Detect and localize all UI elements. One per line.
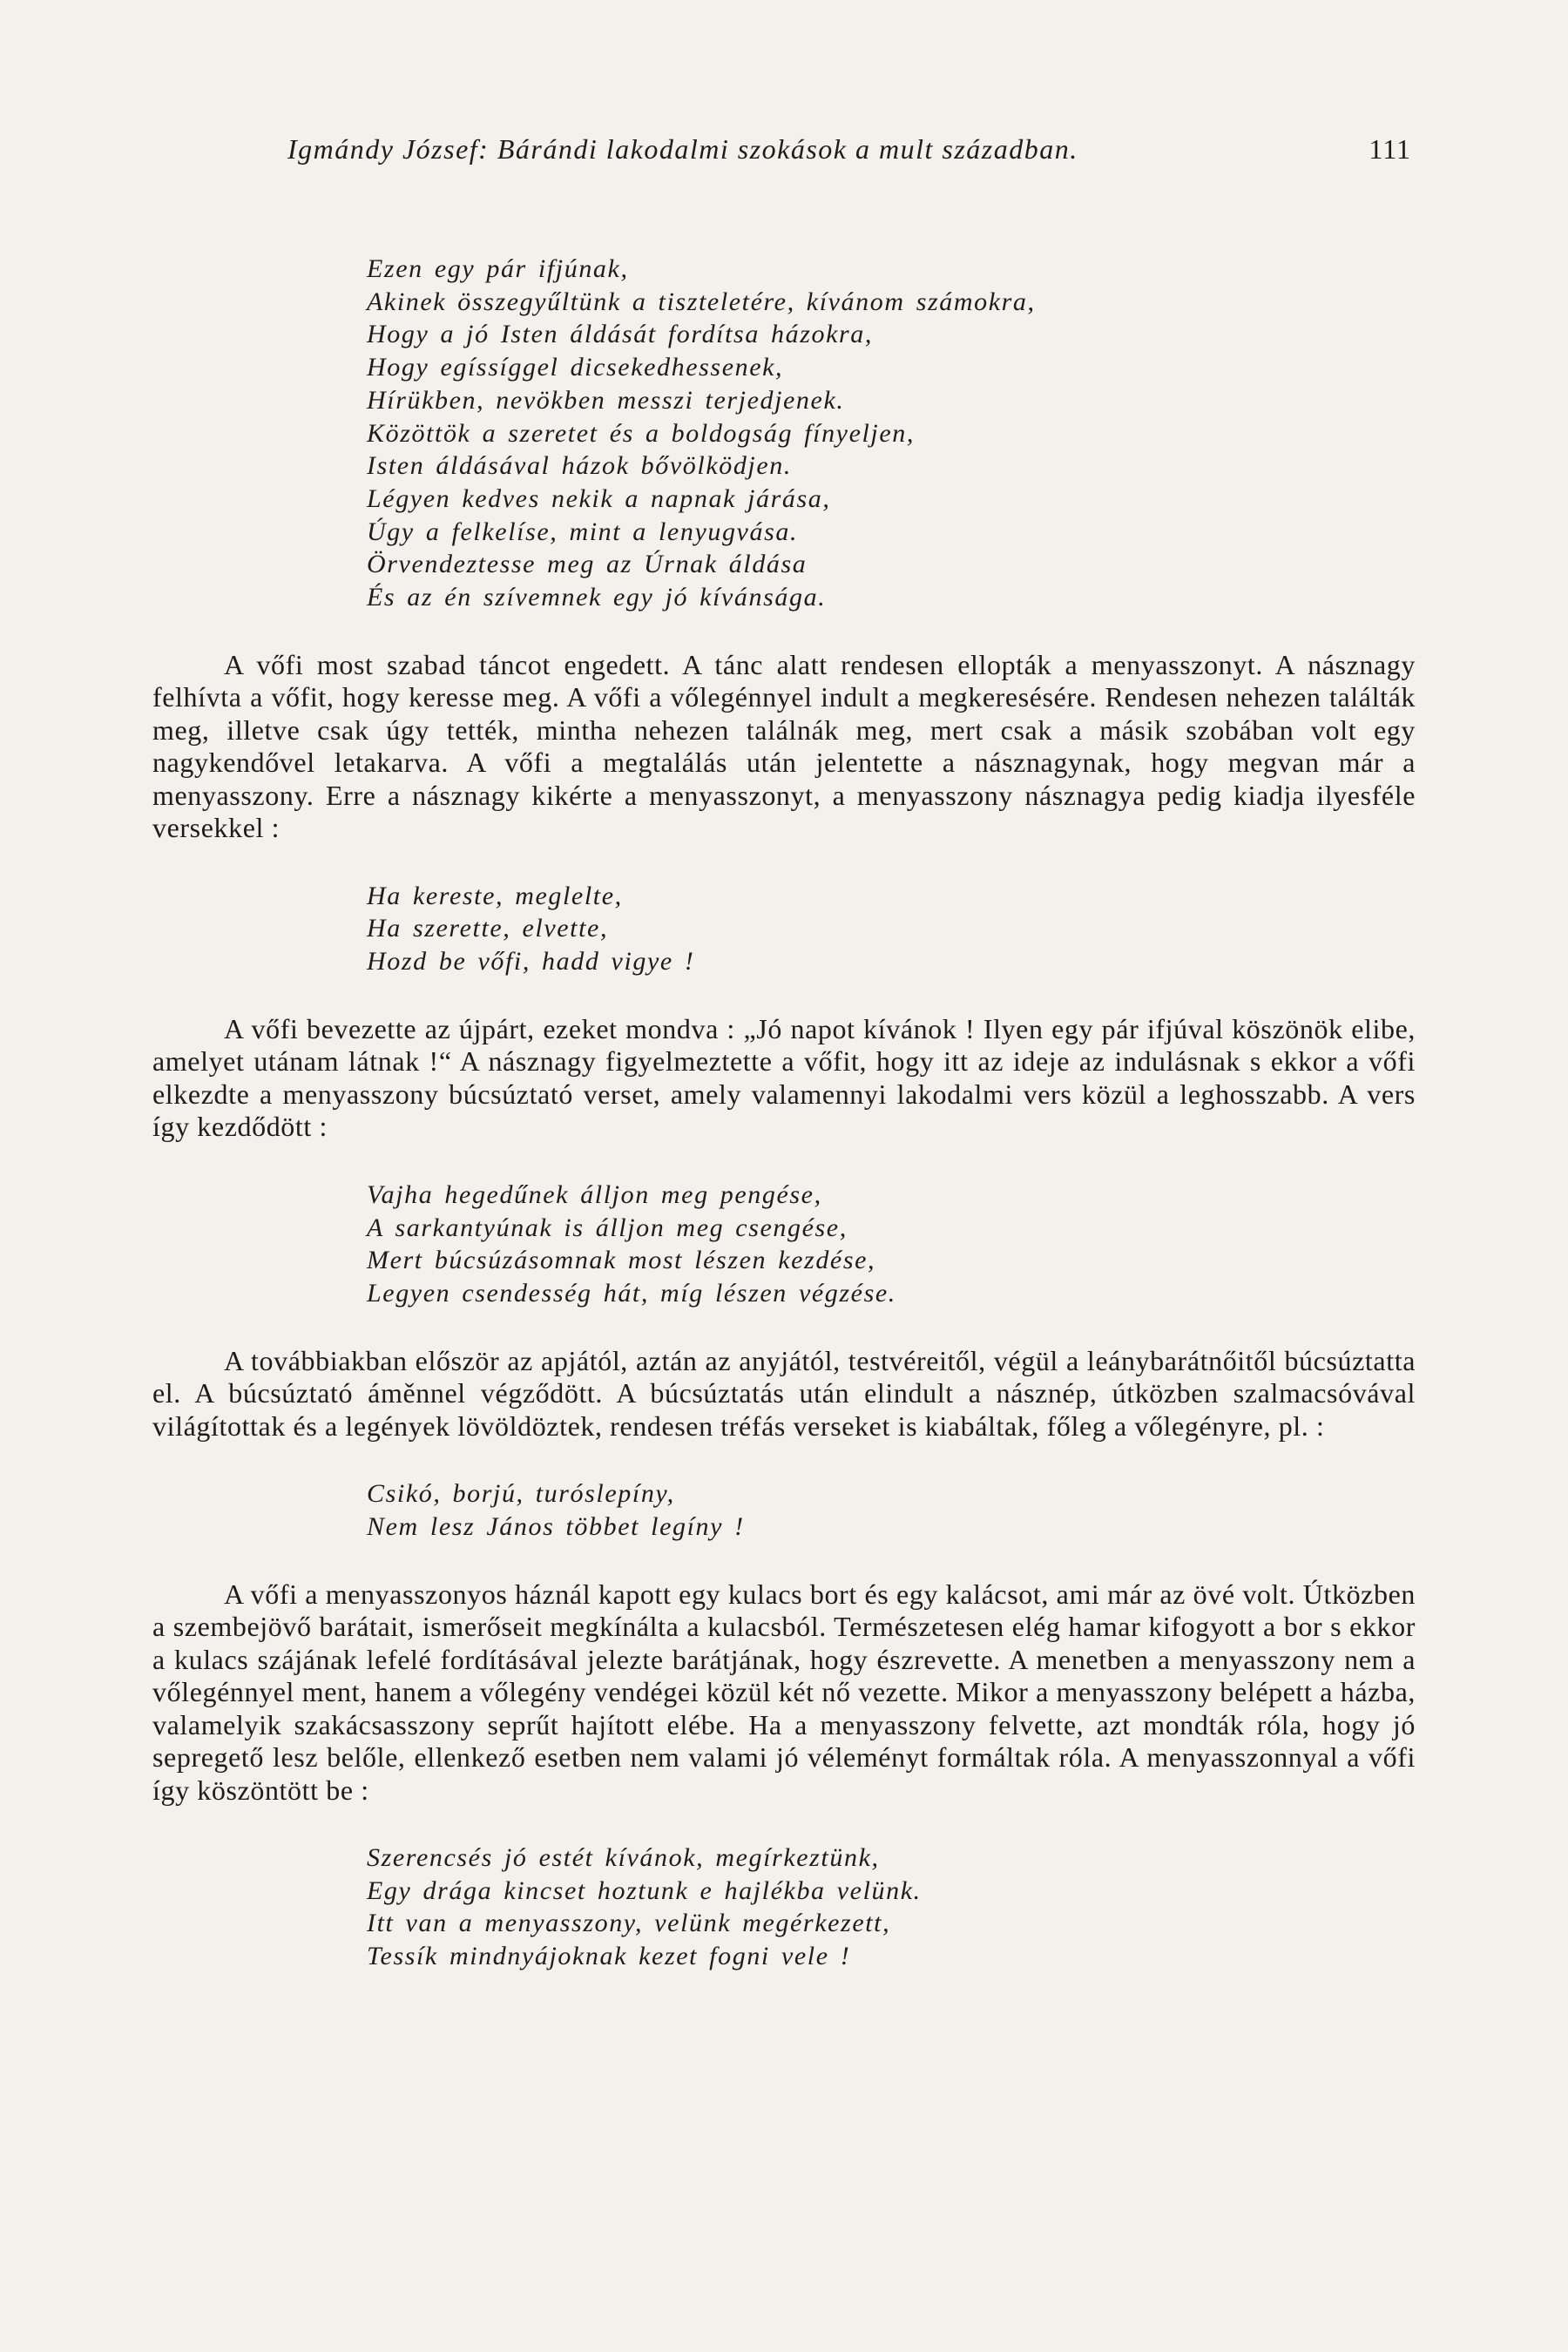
verse-line: Egy drága kincset hoztunk e hajlékba velünk.	[367, 1876, 922, 1905]
paragraph-3: A továbbiakban először az apjától, aztán az anyjától, testvéreitől, végül a leánybarátnőitől búcsúztatta el. A búcsúztató áměnnel végződött. A búcsúztatás után elindult a násznép, útközben szalmacsóvával világítottak és a legények lövöldöztek, rendesen tréfás verseket is kiabáltak, főleg a vőlegényre, pl. :	[152, 1344, 1416, 1442]
verse-line: Hozd be vőfi, hadd vigye !	[367, 947, 695, 977]
verse-line: Vajha hegedűnek álljon meg pengése,	[367, 1179, 822, 1209]
verse-stanza-2	[152, 880, 1416, 978]
verse-line: Isten áldásával házok bővölködjen.	[367, 451, 792, 481]
verse-line: Tessík mindnyájoknak kezet fogni vele !	[367, 1942, 851, 1971]
verse-line: Nem lesz János többet legíny !	[367, 1511, 745, 1541]
verse-line: Hírükben, nevökben messzi terjedjenek.	[367, 385, 845, 415]
running-title: Igmándy József: Bárándi lakodalmi szokások a mult században.	[287, 133, 1078, 165]
verse-line: Közöttök a szeretet és a boldogság fínyeljen,	[367, 418, 915, 448]
verse-line: Itt van a menyasszony, velünk megérkezett,	[367, 1909, 891, 1938]
verse-line: Csikó, borjú, turóslepíny,	[367, 1479, 675, 1509]
page-number: 111	[1369, 133, 1411, 165]
verse-line: A sarkantyúnak is álljon meg csengése,	[367, 1213, 848, 1242]
verse-line: Hogy a jó Isten áldását fordítsa házokra,	[367, 320, 873, 349]
body-text	[152, 253, 1416, 1973]
verse-stanza-1	[152, 253, 1416, 614]
verse-line: Ha szerette, elvette,	[367, 914, 609, 943]
verse-stanza-5	[152, 1842, 1416, 1973]
verse-line: Legyen csendesség hát, míg lészen végzése.	[367, 1278, 896, 1308]
verse-line: Ha kereste, meglelte,	[367, 881, 623, 910]
paragraph-4: A vőfi a menyasszonyos háznál kapott egy kulacs bort és egy kalácsot, ami már az övé volt. Útközben a szembejövő barátait, ismerőseit megkínálta a kulacsból. Természetesen elég hamar kifogyott a bor s ekkor a kulacs szájának lefelé fordításával jelezte barátjának, hogy észrevette. A menetben a menyasszony nem a vőlegénnyel ment, hanem a vőlegény vendégei közül két nő vezette. Mikor a menyasszony belépett a házba, valamelyik szakácsasszony seprűt hajított elébe. Ha a menyasszony felvette, azt mondták róla, hogy jó sepregető lesz belőle, ellenkező esetben nem valami jó véleményt formáltak róla. A menyasszonnyal a vőfi így köszöntött be :	[152, 1578, 1416, 1806]
running-head	[287, 133, 1411, 168]
verse-line: Ezen egy pár ifjúnak,	[367, 254, 629, 283]
verse-line: Akinek összegyűltünk a tiszteletére, kívánom számokra,	[367, 287, 1036, 316]
verse-stanza-3	[152, 1179, 1416, 1310]
verse-line: Örvendeztesse meg az Úrnak áldása	[367, 550, 808, 579]
verse-line: Légyen kedves nekik a napnak járása,	[367, 483, 831, 513]
verse-line: Hogy egíssíggel dicsekedhessenek,	[367, 353, 784, 382]
verse-stanza-4	[152, 1477, 1416, 1543]
verse-line: És az én szívemnek egy jó kívánsága.	[367, 583, 827, 612]
paragraph-2: A vőfi bevezette az újpárt, ezeket mondva : „Jó napot kívánok ! Ilyen egy pár ifjúval köszönök elibe, amelyet utánam látnak !“ A násznagy figyelmeztette a vőfit, hogy itt az ideje az indulásnak s ekkor a vőfi elkezdte a menyasszony búcsúztató verset, amely valamennyi lakodalmi vers közül a leghosszabb. A vers így kezdődött :	[152, 1012, 1416, 1143]
verse-line: Úgy a felkelíse, mint a lenyugvása.	[367, 517, 799, 546]
verse-line: Mert búcsúzásomnak most lészen kezdése,	[367, 1246, 876, 1275]
paragraph-1: A vőfi most szabad táncot engedett. A tánc alatt rendesen ellopták a menyasszonyt. A násznagy felhívta a vőfit, hogy keresse meg. A vőfi a vőlegénnyel indult a megkeresésére. Rendesen nehezen találták meg, illetve csak úgy tették, mintha nehezen találnák meg, mert csak a másik szobában volt egy nagykendővel letakarva. A vőfi a megtalálás után jelentette a násznagynak, hogy megvan már a menyasszony. Erre a násznagy kikérte a menyasszonyt, a menyasszony násznagya pedig kiadja ilyesféle versekkel :	[152, 648, 1416, 844]
verse-line: Szerencsés jó estét kívánok, megírkeztünk,	[367, 1843, 880, 1873]
